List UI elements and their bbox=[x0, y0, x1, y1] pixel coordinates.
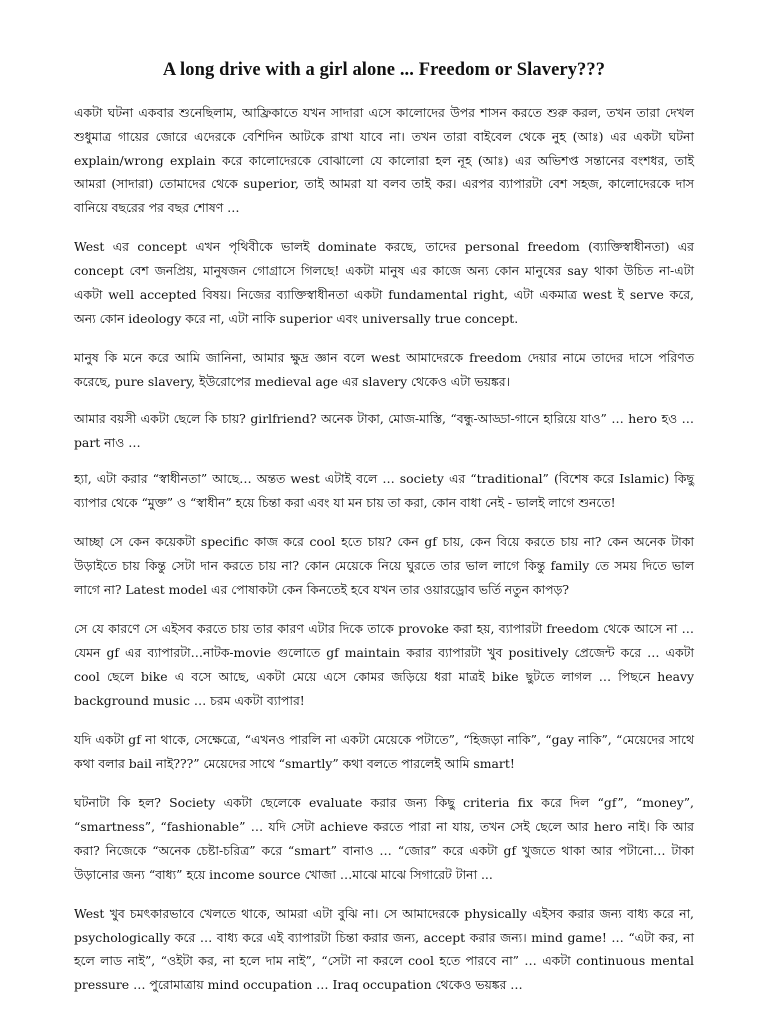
paragraph-8: যদি একটা gf না থাকে, সেক্ষেত্রে, “এখনও পারলি না একটা মেয়েকে পটাতে”, “হিজড়া নাকি”, “gay নাকি”, “মেয়েদের সাথে কথা বলার bail নাই???” মেয়েদের সাথে “smartly” কথা বলতে পারলেই আমি smart! bbox=[74, 732, 694, 771]
document-title: A long drive with a girl alone ... Freedom or Slavery??? bbox=[162, 60, 606, 80]
paragraph-10: West খুব চমৎকারভাবে খেলতে থাকে, আমরা এটা বুঝি না। সে আমাদেরকে physically এইসব করার জন্য বাধ্য করে না, psychologically করে … বাধ্য করে এই ব্যাপারটা চিন্তা করার জন্য, accept করার জন্য। mind game! … “এটা কর, না হলে লাড নাই”, “ওইটা কর, না হলে দাম নাই”, “সেটা না করলে cool হতে পারবে না” … একটা continuous mental pressure … পুরোমাত্রায় mind occupation … Iraq occupation থেকেও ভয়ঙ্কর … bbox=[74, 905, 694, 993]
paragraph-4: আমার বয়সী একটা ছেলে কি চায়? girlfriend? অনেক টাকা, মোজ-মাস্তি, “বন্ধু-আড্ডা-গানে হারিয়ে যাও” … hero হও … part নাও … bbox=[74, 410, 694, 450]
paragraph-1: একটা ঘটনা একবার শুনেছিলাম, আফ্রিকাতে যখন সাদারা এসে কালোদের উপর শাসন করতে শুরু করল, তখন তারা দেখল শুধুমাত্র গায়ের জোরে এদেরকে বেশিদিন আটকে রাখা যাবে না। তখন তারা বাইবেল থেকে নুহ (আঃ) এর একটা ঘটনা explain/wrong explain করে কালোদেরকে বোঝালো যে কালোরা হল নূহ (আঃ) এর অভিশপ্ত সন্তানের বংশধর, তাই আমরা (সাদারা) তোমাদের থেকে superior, তাই আমরা যা বলব তাই কর। এরপর ব্যাপারটা বেশ সহজ, কালোদেরকে দাস বানিয়ে বছরের পর বছর শোষণ … bbox=[74, 105, 694, 216]
paragraph-7: সে যে কারণে সে এইসব করতে চায় তার কারণ এটার দিকে তাকে provoke করা হয়, ব্যাপারটা freedom থেকে আসে না … যেমন gf এর ব্যাপারটা…নাটক-movie গুলোতে gf maintain করার ব্যাপারটা খুব positively প্রেজেন্ট করে … একটা cool ছেলে bike এ বসে আছে, একটা মেয়ে এসে কোমর জড়িয়ে ধরা মাত্রই bike ছুটতে লাগল … পিছনে heavy background music … চরম একটা ব্যাপার! bbox=[74, 621, 694, 708]
paragraph-5: হ্যা, এটা করার “স্বাধীনতা” আছে… অন্তত west এটাই বলে … society এর “traditional” (বিশেষ করে Islamic) কিছু ব্যাপার থেকে “মুক্ত” ও “স্বাধীন” হয়ে চিন্তা করা এবং যা মন চায় তা করা, কোন বাধা নেই - ভালই লাগে শুনতে! bbox=[74, 471, 694, 511]
paragraph-6: আচ্ছা সে কেন কয়েকটা specific কাজ করে cool হতে চায়? কেন gf চায়, কেন বিয়ে করতে চায় না? কেন অনেক টাকা উড়াইতে চায় কিন্তু সেটা দান করতে চায় না? কোন মেয়েকে নিয়ে ঘুরতে তার ভাল লাগে কিন্তু family তে সময় দিতে ভাল লাগে না? Latest model এর পোষাকটা কেন কিনতেই হবে যখন তার ওয়ারড্রোব ভর্তি নতুন কাপড়? bbox=[74, 534, 694, 598]
paragraph-2: West এর concept এখন পৃথিবীকে ভালই dominate করছে, তাদের personal freedom (ব্যাক্তিস্বাধীনতা) এর concept বেশ জনপ্রিয়, মানুষজন গোগ্রাসে গিলছে! একটা মানুষ এর কাজে অন্য কোন মানুষের say থাকা উচিত না-এটা একটা well accepted বিষয়। নিজের ব্যাক্তিস্বাধীনতা একটা fundamental right, এটা একমাত্র west ই serve করে, অন্য কোন ideology করে না, এটা নাকি superior এবং universally true concept. bbox=[74, 239, 694, 326]
paragraph-3: মানুষ কি মনে করে আমি জানিনা, আমার ক্ষুদ্র জ্ঞান বলে west আমাদেরকে freedom দেয়ার নামে তাদের দাসে পরিণত করেছে, pure slavery, ইউরোপের medieval age এর slavery থেকেও এটা ভয়ঙ্কর। bbox=[74, 350, 694, 389]
paragraph-9: ঘটনাটা কি হল? Society একটা ছেলেকে evaluate করার জন্য কিছু criteria fix করে দিল “gf”, “money”, “smartness”, “fashionable” … যদি সেটা achieve করতে পারা না যায়, তখন সেই ছেলে আর hero নাই। কি আর করা? নিজেকে “অনেক চেষ্টা-চরিত্র” করে “smart” বানাও … “জোর” করে একটা gf খুজতে থাকা আর পটানো… টাকা উড়ানোর জন্য “বাধ্য” হয়ে income source খোজা …মাঝে মাঝে সিগারেট টানা ... bbox=[74, 795, 694, 882]
